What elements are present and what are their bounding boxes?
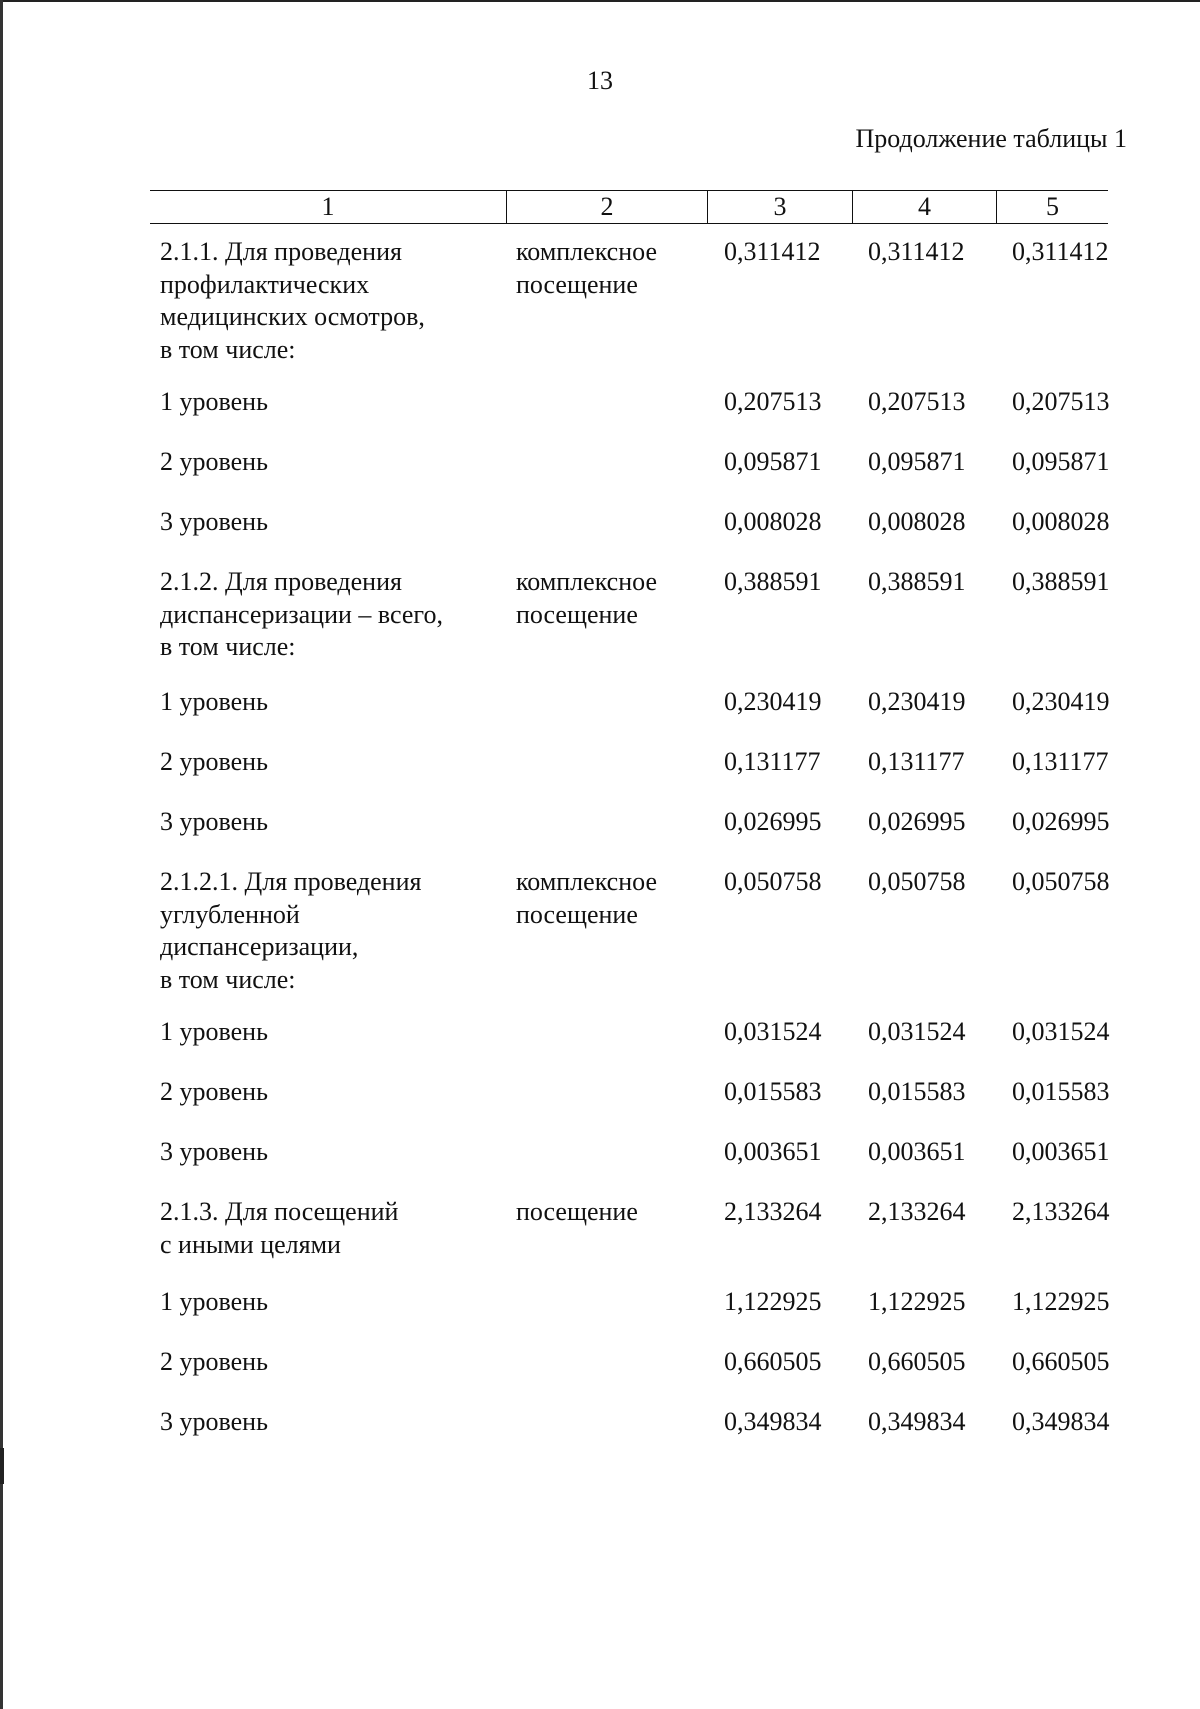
row-value-col-5: 0,207513	[1012, 387, 1110, 416]
indicator-name-line: 2.1.3. Для посещений	[160, 1197, 399, 1226]
row-value-col-5: 2,133264	[1012, 1197, 1110, 1226]
row-value-col-5: 0,660505	[1012, 1347, 1110, 1376]
row-indicator-name	[160, 1286, 490, 1319]
row-value-col-4: 0,050758	[868, 867, 966, 896]
indicator-name-line: 2 уровень	[160, 747, 268, 776]
header-cell-4: 4	[918, 192, 931, 221]
row-value-col-3: 0,311412	[724, 237, 821, 266]
row-value-col-5: 0,230419	[1012, 687, 1110, 716]
indicator-name-line: 2.1.1. Для проведения	[160, 237, 402, 266]
indicator-name-line: в том числе:	[160, 334, 296, 364]
table-header	[150, 190, 1108, 224]
row-indicator-name	[160, 566, 490, 664]
row-indicator-name	[160, 686, 490, 719]
row-indicator-name	[160, 506, 490, 539]
row-indicator-name	[160, 806, 490, 839]
indicator-name-line: 2 уровень	[160, 447, 268, 476]
row-value-col-3: 0,131177	[724, 747, 821, 776]
row-value-col-4: 0,003651	[868, 1137, 966, 1166]
indicator-name-line: медицинских осмотров,	[160, 302, 425, 331]
indicator-name-line: 3 уровень	[160, 807, 268, 836]
row-value-col-4: 0,031524	[868, 1017, 966, 1046]
indicator-name-line: углубленной	[160, 899, 300, 929]
indicator-name-line: 2.1.2.1. Для проведения	[160, 867, 422, 896]
row-indicator-name	[160, 746, 490, 779]
row-indicator-name	[160, 446, 490, 479]
row-value-col-3: 0,349834	[724, 1407, 822, 1436]
unit-line: посещение	[516, 1197, 638, 1226]
row-unit	[516, 566, 696, 631]
indicator-name-line: 2 уровень	[160, 1347, 268, 1376]
row-value-col-5: 0,095871	[1012, 447, 1110, 476]
indicator-name-line: 3 уровень	[160, 507, 268, 536]
header-cell-2: 2	[600, 192, 614, 221]
table-caption: Продолжение таблицы 1	[855, 124, 1127, 153]
row-value-col-4: 0,207513	[868, 387, 966, 416]
row-value-col-5: 0,031524	[1012, 1017, 1110, 1046]
unit-line: посещение	[516, 269, 638, 299]
row-value-col-4: 0,131177	[868, 747, 965, 776]
row-value-col-5: 0,015583	[1012, 1077, 1110, 1106]
row-value-col-4: 0,008028	[868, 507, 966, 536]
indicator-name-line: 1 уровень	[160, 387, 268, 416]
row-value-col-4: 2,133264	[868, 1197, 966, 1226]
unit-line: посещение	[516, 899, 638, 929]
row-value-col-3: 0,008028	[724, 507, 822, 536]
row-value-col-4: 0,095871	[868, 447, 966, 476]
header-cell-5: 5	[1046, 192, 1059, 221]
scan-mark	[0, 1448, 4, 1484]
indicator-name-line: диспансеризации – всего,	[160, 599, 443, 629]
row-value-col-4: 1,122925	[868, 1287, 966, 1316]
indicator-name-line: 3 уровень	[160, 1137, 268, 1166]
row-value-col-4: 0,015583	[868, 1077, 966, 1106]
row-value-col-3: 0,031524	[724, 1017, 822, 1046]
header-cell-3: 3	[773, 192, 787, 221]
indicator-name-line: 2.1.2. Для проведения	[160, 567, 402, 596]
row-value-col-4: 0,230419	[868, 687, 966, 716]
row-value-col-5: 0,311412	[1012, 237, 1109, 266]
indicator-name-line: в том числе:	[160, 632, 296, 661]
row-value-col-3: 0,015583	[724, 1077, 822, 1106]
unit-line: комплексное	[516, 867, 657, 896]
row-value-col-5: 1,122925	[1012, 1287, 1110, 1316]
row-indicator-name	[160, 1196, 490, 1261]
header-cell-1: 1	[321, 192, 335, 221]
unit-line: комплексное	[516, 237, 657, 266]
page-number: 13	[587, 66, 613, 95]
indicator-name-line: 1 уровень	[160, 1017, 268, 1046]
row-unit	[516, 1196, 696, 1229]
data-table	[150, 190, 1110, 1436]
unit-line: посещение	[516, 599, 638, 629]
row-indicator-name	[160, 1016, 490, 1049]
row-value-col-4: 0,349834	[868, 1407, 966, 1436]
indicator-name-line: 1 уровень	[160, 687, 268, 716]
row-value-col-3: 0,003651	[724, 1137, 822, 1166]
row-unit	[516, 866, 696, 931]
row-indicator-name	[160, 1346, 490, 1379]
unit-line: комплексное	[516, 567, 657, 596]
row-indicator-name	[160, 1136, 490, 1169]
row-indicator-name	[160, 386, 490, 419]
row-value-col-5: 0,349834	[1012, 1407, 1110, 1436]
row-value-col-4: 0,026995	[868, 807, 966, 836]
row-indicator-name	[160, 866, 490, 996]
row-value-col-3: 0,050758	[724, 867, 822, 896]
scan-edge-top	[0, 0, 1200, 2]
indicator-name-line: 1 уровень	[160, 1287, 268, 1316]
row-value-col-3: 2,133264	[724, 1197, 822, 1226]
indicator-name-line: с иными целями	[160, 1229, 341, 1259]
row-unit	[516, 236, 696, 301]
row-value-col-3: 0,660505	[724, 1347, 822, 1376]
row-value-col-5: 0,050758	[1012, 867, 1110, 896]
row-indicator-name	[160, 1076, 490, 1109]
row-value-col-5: 0,026995	[1012, 807, 1110, 836]
row-value-col-3: 0,388591	[724, 567, 822, 596]
indicator-name-line: в том числе:	[160, 964, 296, 994]
row-indicator-name	[160, 236, 490, 366]
indicator-name-line: профилактических	[160, 269, 370, 299]
row-value-col-5: 0,003651	[1012, 1137, 1110, 1166]
row-value-col-5: 0,008028	[1012, 507, 1110, 536]
indicator-name-line: диспансеризации,	[160, 932, 359, 961]
row-value-col-3: 0,207513	[724, 387, 822, 416]
row-value-col-3: 1,122925	[724, 1287, 822, 1316]
row-value-col-5: 0,131177	[1012, 747, 1109, 776]
indicator-name-line: 2 уровень	[160, 1077, 268, 1106]
indicator-name-line: 3 уровень	[160, 1407, 268, 1436]
row-value-col-4: 0,311412	[868, 237, 965, 266]
row-value-col-3: 0,026995	[724, 807, 822, 836]
row-value-col-4: 0,388591	[868, 567, 966, 596]
row-value-col-3: 0,230419	[724, 687, 822, 716]
row-indicator-name	[160, 1406, 490, 1439]
row-value-col-4: 0,660505	[868, 1347, 966, 1376]
row-value-col-3: 0,095871	[724, 447, 822, 476]
row-value-col-5: 0,388591	[1012, 567, 1110, 596]
